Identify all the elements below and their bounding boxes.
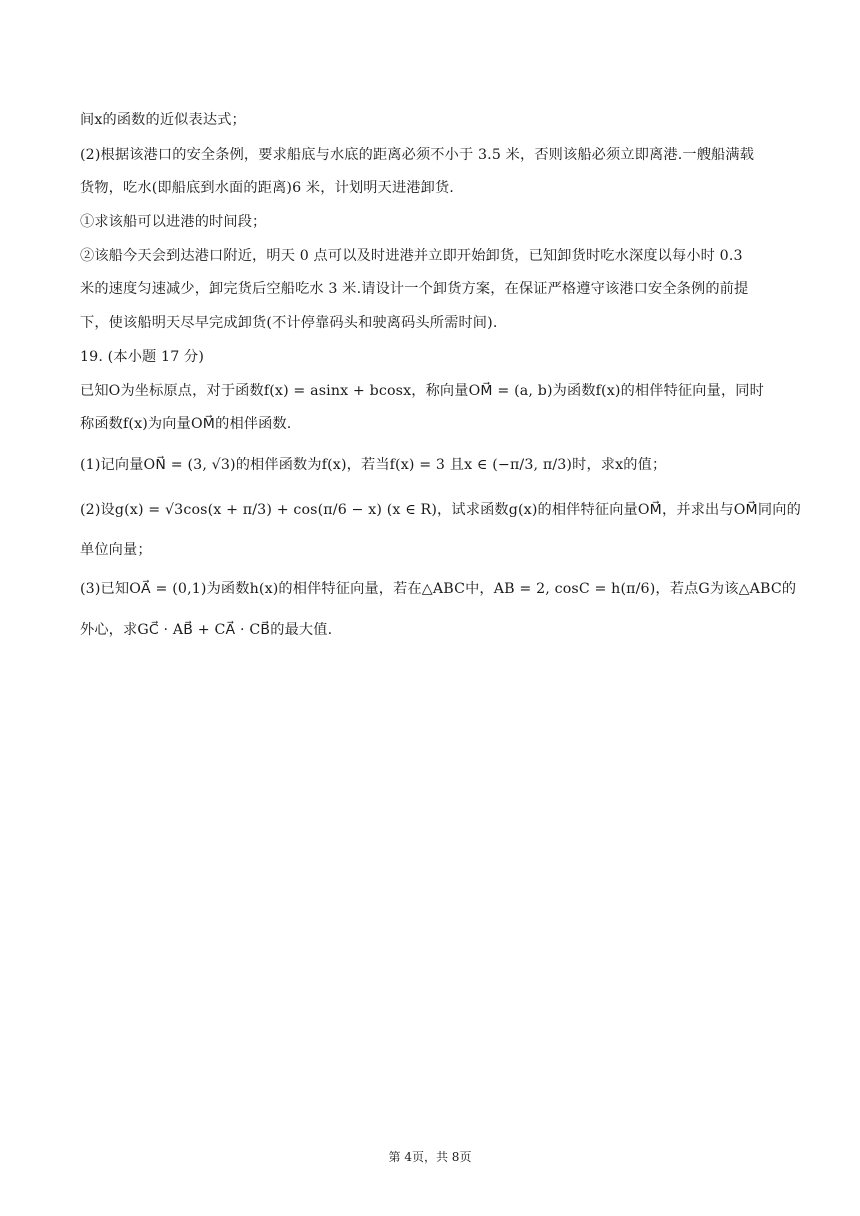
- text-line: 间x的函数的近似表达式；: [80, 112, 246, 128]
- text-line: 下，使该船明天尽早完成卸货(不计停靠码头和驶离码头所需时间).: [80, 315, 498, 331]
- question-heading: 19. (本小题 17 分): [80, 349, 205, 365]
- text-line: (1)记向量ON⃗ = (3, √3)的相伴函数为f(x)，若当f(x) = 3 且x ∈ (−π/3, π/3)时，求x的值；: [80, 457, 667, 473]
- text-line: 已知O为坐标原点，对于函数f(x) = asinx + bcosx，称向量OM⃗ = (a, b)为函数f(x)的相伴特征向量，同时: [80, 383, 764, 399]
- text-line: 单位向量；: [80, 542, 152, 558]
- text-line: (2)根据该港口的安全条例，要求船底与水底的距离必须不小于 3.5 米，否则该船必须立即离港.一艘船满载: [80, 147, 755, 163]
- text-line: 米的速度匀速减少，卸完货后空船吃水 3 米.请设计一个卸货方案，在保证严格遵守该港口安全条例的前提: [80, 281, 749, 297]
- text-line: (2)设g(x) = √3cos(x + π/3) + cos(π/6 − x) (x ∈ R)，试求函数g(x)的相伴特征向量OM⃗，并求出与OM⃗同向的: [80, 502, 801, 518]
- text-line: ①求该船可以进港的时间段；: [80, 214, 267, 230]
- text-line: 称函数f(x)为向量OM⃗的相伴函数.: [80, 416, 292, 432]
- text-line: ②该船今天会到达港口附近，明天 0 点可以及时进港并立即开始卸货，已知卸货时吃水深度以每小时 0.3: [80, 248, 743, 264]
- text-line: 货物，吃水(即船底到水面的距离)6 米，计划明天进港卸货.: [80, 180, 454, 196]
- text-line: 外心，求GC⃗ · AB⃗ + CA⃗ · CB⃗的最大值.: [80, 622, 333, 638]
- text-line: (3)已知OA⃗ = (0,1)为函数h(x)的相伴特征向量，若在△ABC中，AB = 2, cosC = h(π/6)，若点G为该△ABC的: [80, 581, 797, 597]
- page-footer: 第 4页，共 8页: [388, 1150, 472, 1164]
